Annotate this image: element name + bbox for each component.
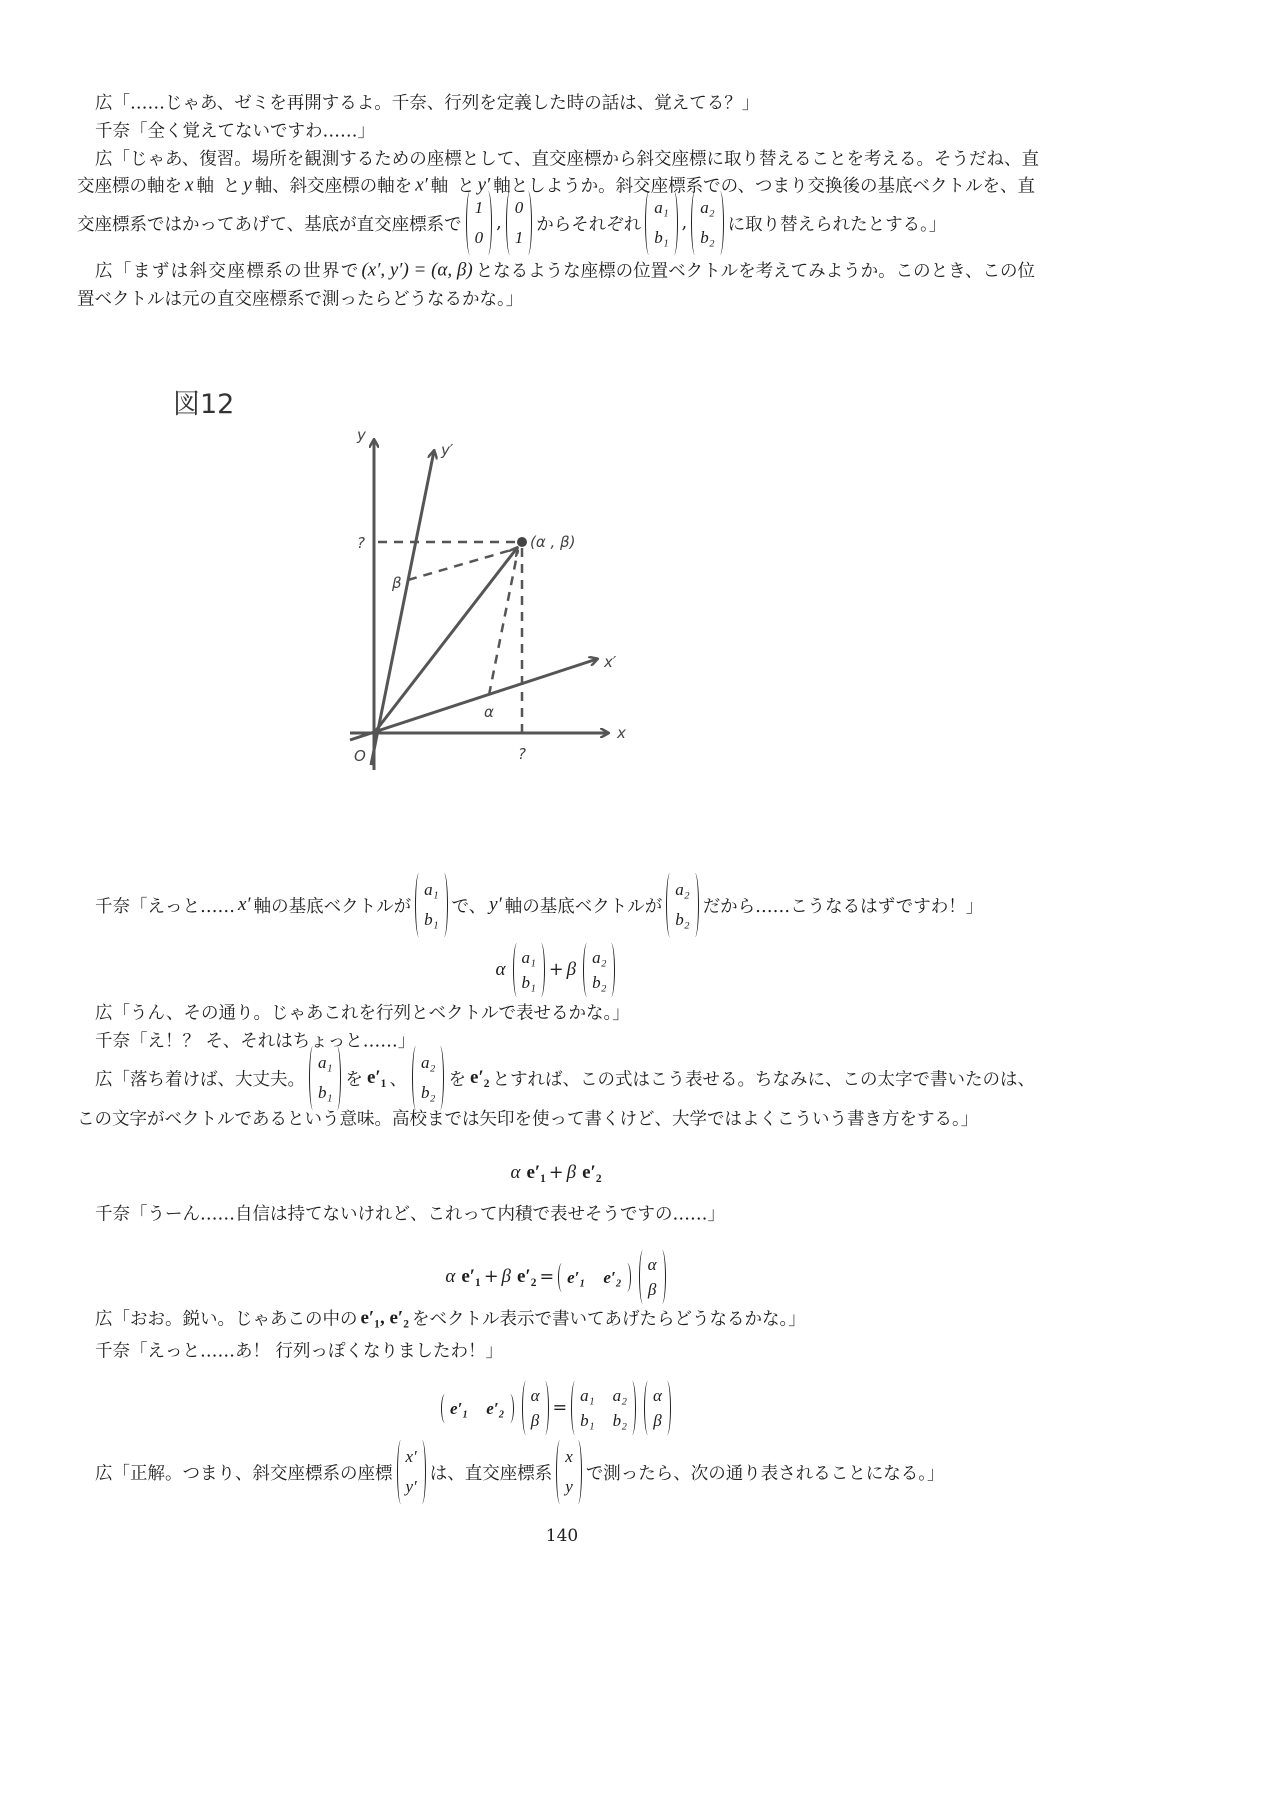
matrix — [415, 873, 447, 937]
text-span: 置ベクトルは元の直交座標系で測ったらどうなるかな。」 — [77, 289, 524, 310]
figure-title: 図12 — [173, 389, 235, 420]
text-line — [77, 1046, 1035, 1110]
text-line — [77, 1000, 1035, 1025]
matrix — [639, 1250, 666, 1304]
matrix — [513, 943, 545, 997]
math-symbol: α — [510, 1162, 521, 1183]
text-span: = — [539, 1267, 555, 1287]
text-span: で測ったら、次の通り表されることになる。」 — [585, 1463, 945, 1484]
matrix-cell: b₁ — [521, 973, 536, 992]
text-line — [77, 191, 1035, 255]
text-span: 広「正解。つまり、斜交座標系の座標 — [95, 1463, 393, 1484]
matrix — [441, 1394, 514, 1423]
label-x-prime: x′ — [604, 653, 617, 671]
equation — [77, 1162, 1035, 1184]
matrix-cell: a₁ — [521, 948, 536, 967]
math-symbol: y′ — [477, 174, 491, 195]
matrix-cell: b₂ — [700, 228, 715, 247]
matrix — [691, 191, 723, 255]
matrix-cell: b₁ — [654, 228, 669, 247]
label-y-prime: y′ — [441, 441, 454, 459]
matrix-cell: b₂ — [421, 1083, 436, 1102]
text-line — [77, 1106, 1035, 1131]
text-span: 広「落ち着けば、大丈夫。 — [95, 1069, 305, 1090]
text-span: , — [681, 213, 688, 233]
matrix-cell: y′ — [405, 1477, 417, 1496]
bold-vector: e′₂ — [470, 1067, 490, 1088]
matrix-cell: a₁ — [424, 880, 439, 899]
math-symbol: α — [495, 959, 506, 980]
text-span: 千奈「え！？ そ、それはちょっと……」 — [95, 1031, 416, 1052]
page-number: 140 — [545, 1526, 579, 1546]
dashed-to-alpha — [489, 550, 518, 695]
text-span: だから……こうなるはずですわ！」 — [702, 896, 984, 917]
equation — [77, 943, 1035, 997]
label-y: y — [357, 426, 366, 444]
matrix-cell: 1 — [514, 228, 524, 247]
math-symbol: (x′, y′) = (α, β) — [361, 259, 473, 280]
label-alpha: α — [484, 703, 494, 721]
label-q-left: ? — [357, 534, 365, 552]
text-span: 千奈「うーん……自信は持てないけれど、これって内積で表せそうですの……」 — [95, 1204, 725, 1225]
matrix — [644, 1381, 671, 1435]
text-span: この文字がベクトルであるという意味。高校までは矢印を使って書くけど、大学ではよくこういう書き方をする。」 — [77, 1109, 979, 1130]
text-line — [77, 286, 1035, 311]
matrix-cell: a₂ — [675, 880, 690, 899]
text-line — [77, 1338, 1035, 1363]
matrix-cell: x′ — [405, 1447, 417, 1466]
matrix — [466, 191, 493, 255]
matrix-cell: b₁ — [318, 1083, 333, 1102]
bold-vector: e′₂ — [582, 1162, 602, 1183]
text-span: 広「じゃあ、復習。場所を観測するための座標として、直交座標から斜交座標に取り替えることを考える。そうだね、直 — [95, 149, 1039, 170]
matrix — [506, 191, 533, 255]
text-span: 交座標系ではかってあげて、基底が直交座標系で — [77, 214, 462, 235]
matrix-cell: y — [565, 1477, 573, 1496]
text-span: 広「うん、その通り。じゃあこれを行列とベクトルで表せるかな。」 — [95, 1003, 630, 1024]
bold-vector: e′₁ — [526, 1162, 546, 1183]
label-point: (α , β) — [530, 533, 576, 551]
matrix — [522, 1381, 549, 1435]
text-span: 軸と — [196, 176, 241, 197]
text-span: , — [496, 213, 502, 233]
matrix-cell: e′₂ — [603, 1267, 622, 1287]
math-symbol: x — [185, 174, 194, 195]
text-span: を — [345, 1069, 363, 1090]
matrix-cell: a₂ — [592, 948, 607, 967]
bold-vector: e′₁, e′₂ — [360, 1307, 409, 1328]
matrix-cell: a₂ — [612, 1386, 628, 1405]
matrix-cell: 0 — [514, 198, 524, 217]
text-span: 軸と — [430, 176, 475, 197]
matrix — [583, 943, 615, 997]
matrix-cell: b₂ — [592, 973, 607, 992]
text-span: 千奈「えっと……あ！ 行列っぽくなりましたわ！」 — [95, 1341, 504, 1362]
matrix — [556, 1440, 582, 1504]
text-span: 広「おお。鋭い。じゃあこの中の — [95, 1309, 358, 1330]
text-line — [77, 258, 1035, 283]
matrix-cell: a₂ — [700, 198, 715, 217]
text-span: をベクトル表示で書いてあげたらどうなるかな。」 — [411, 1309, 806, 1330]
matrix-cell: b₁ — [424, 910, 439, 929]
text-span: 千奈「えっと…… — [95, 896, 235, 917]
matrix-cell: a₁ — [580, 1386, 595, 1405]
x-prime-axis — [350, 659, 597, 740]
text-span: 交座標の軸を — [77, 176, 182, 197]
matrix-cell: b₂ — [612, 1411, 628, 1430]
text-span: となるような座標の位置ベクトルを考えてみようか。このとき、この位 — [475, 261, 1035, 282]
matrix-cell: a₂ — [421, 1053, 436, 1072]
matrix-cell: b₂ — [675, 910, 690, 929]
text-span: + — [483, 1267, 499, 1287]
matrix-cell: a₁ — [318, 1053, 333, 1072]
math-symbol: β — [566, 1162, 577, 1183]
dashed-to-beta — [408, 548, 518, 580]
matrix-cell: β — [647, 1280, 657, 1299]
math-symbol: β — [501, 1266, 511, 1287]
matrix-cell: b₁ — [580, 1411, 595, 1430]
matrix-cell: α — [530, 1386, 540, 1405]
math-symbol: x′ — [238, 894, 251, 915]
matrix — [571, 1381, 636, 1435]
matrix — [412, 1046, 444, 1110]
text-line — [77, 146, 1039, 171]
math-symbol: x′ — [415, 174, 428, 195]
text-span: 軸、斜交座標の軸を — [254, 176, 413, 197]
math-symbol: β — [566, 959, 577, 980]
point-marker — [517, 537, 527, 547]
matrix — [558, 1263, 631, 1292]
math-symbol: α — [445, 1266, 456, 1287]
matrix-cell: β — [653, 1411, 662, 1430]
text-line — [77, 1306, 1035, 1331]
y-prime-axis — [371, 451, 434, 765]
bold-vector: e′₂ — [516, 1266, 537, 1287]
bold-vector: e′₁ — [461, 1266, 481, 1287]
matrix-cell: a₁ — [654, 198, 669, 217]
text-span: 千奈「全く覚えてないですわ……」 — [95, 121, 375, 142]
matrix-cell: e′₂ — [486, 1398, 505, 1418]
text-span: 軸の基底ベクトルが — [504, 896, 663, 917]
text-span: 、 — [389, 1069, 407, 1090]
text-span: を — [448, 1069, 466, 1090]
text-span: + — [548, 960, 564, 980]
matrix-cell: α — [653, 1386, 662, 1405]
equation — [77, 1250, 1035, 1304]
matrix-cell: α — [647, 1255, 657, 1274]
text-span: = — [552, 1398, 568, 1418]
text-line — [77, 1201, 1035, 1226]
text-line — [77, 873, 1035, 937]
math-symbol: y′ — [489, 894, 502, 915]
matrix — [666, 873, 698, 937]
text-span: で、 — [451, 896, 487, 917]
label-beta: β — [392, 574, 402, 592]
matrix — [397, 1440, 426, 1504]
text-line — [77, 1440, 1035, 1504]
text-span: に取り替えられたとする。」 — [727, 214, 947, 235]
matrix — [645, 191, 677, 255]
text-span: 広「まずは斜交座標系の世界で — [95, 261, 359, 282]
matrix-cell: e′₁ — [567, 1267, 586, 1287]
text-span: からそれぞれ — [536, 214, 642, 235]
text-span: とすれば、この式はこう表せる。ちなみに、この太字で書いたのは、 — [492, 1069, 1035, 1090]
text-span: 軸の基底ベクトルが — [253, 896, 412, 917]
text-span: 広「……じゃあ、ゼミを再開するよ。千奈、行列を定義した時の話は、覚えてる？」 — [95, 93, 760, 114]
math-symbol: y — [243, 174, 252, 195]
matrix — [309, 1046, 341, 1110]
matrix-cell: 0 — [474, 228, 484, 247]
text-span: 軸としようか。斜交座標系での、つまり交換後の基底ベクトルを、直 — [493, 176, 1035, 197]
text-line — [77, 90, 1035, 115]
matrix-cell: e′₁ — [450, 1398, 469, 1418]
label-x: x — [617, 724, 626, 742]
equation — [77, 1381, 1035, 1435]
position-vector — [374, 548, 517, 733]
bold-vector: e′₁ — [366, 1067, 387, 1088]
matrix-cell: 1 — [474, 198, 484, 217]
text-span: + — [548, 1163, 564, 1183]
matrix-cell: x — [565, 1447, 573, 1466]
text-span: は、直交座標系 — [429, 1463, 553, 1484]
matrix-cell: β — [530, 1411, 540, 1430]
label-origin: O — [354, 747, 366, 765]
text-line — [77, 118, 1035, 143]
label-q-bottom: ? — [518, 745, 526, 763]
